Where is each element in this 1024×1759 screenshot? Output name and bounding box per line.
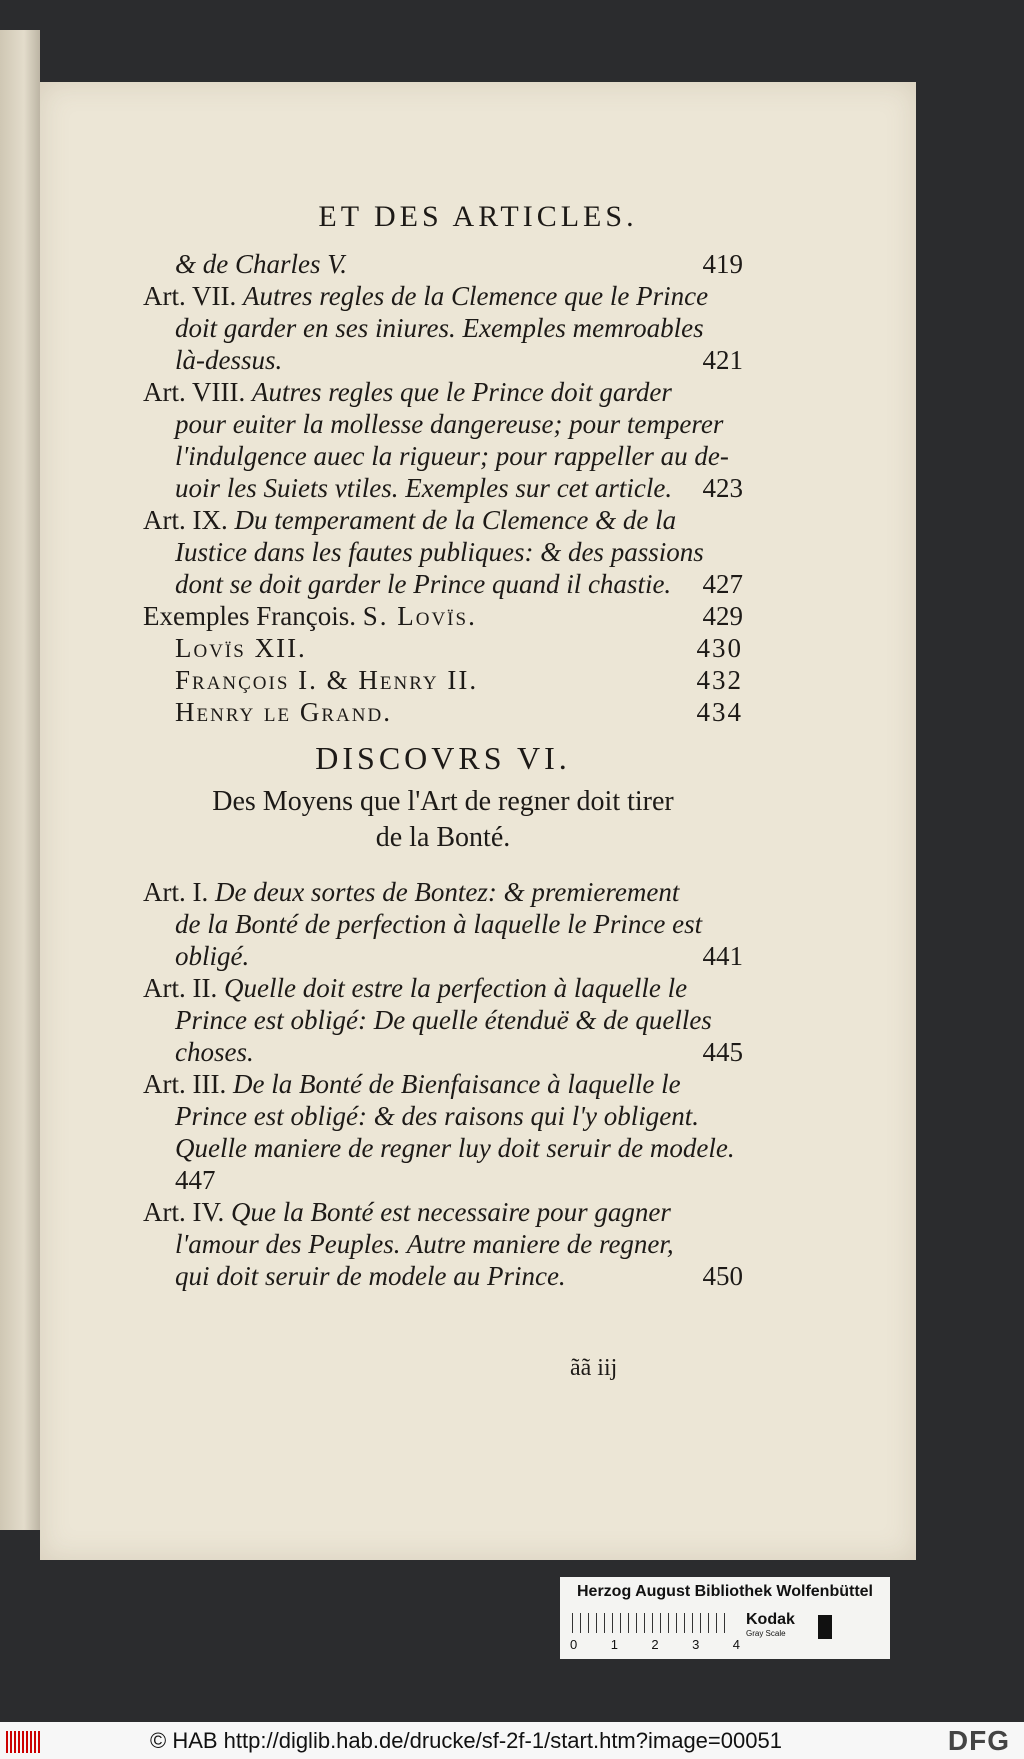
entry-line: qui doit seruir de modele au Prince. — [175, 1261, 566, 1291]
ruler-number: 1 — [610, 1637, 618, 1652]
running-head: ET DES ARTICLES. — [318, 200, 638, 233]
toc-entry-art-iv — [143, 1196, 743, 1292]
page-number: 430 — [696, 633, 743, 663]
entry-line: Autres regles que le Prince doit garder — [251, 377, 672, 407]
page-number: 432 — [696, 665, 743, 695]
page-number: 441 — [702, 941, 743, 971]
page-number: 423 — [702, 473, 743, 503]
toc-entry — [143, 248, 743, 280]
entry-line: Prince est obligé: & des raisons qui l'y obligent. — [175, 1101, 699, 1131]
gray-patch-icon — [818, 1615, 832, 1639]
article-label: Art. VII. — [143, 281, 237, 311]
entry-line: obligé. — [175, 941, 250, 971]
signature-mark: ãã iij — [570, 1355, 618, 1381]
discours-subtitle — [143, 784, 743, 856]
toc-entry-art-i — [143, 876, 743, 972]
ruler-numbers — [570, 1637, 740, 1652]
entry-line: dont se doit garder le Prince quand il chastie. — [175, 569, 672, 599]
article-label: Art. VIII. — [143, 377, 246, 407]
entry-line: Quelle maniere de regner luy doit seruir de modele. — [175, 1133, 735, 1163]
entry-line: l'amour des Peuples. Autre maniere de regner, — [175, 1229, 674, 1259]
page-number: 450 — [702, 1261, 743, 1291]
toc-entry-art-iii — [143, 1068, 743, 1196]
entry-line: uoir les Suiets vtiles. Exemples sur cet article. — [175, 473, 673, 503]
entry-line: Autres regles de la Clemence que le Prince — [242, 281, 709, 311]
entry-line: Prince est obligé: De quelle étenduë & de quelles — [175, 1005, 712, 1035]
example-item: Lovïs XII. — [175, 633, 307, 663]
article-label: Art. II. — [143, 973, 218, 1003]
color-scale-card — [560, 1577, 890, 1659]
page-number: 447 — [175, 1165, 216, 1195]
entry-line: de la Bonté de perfection à laquelle le Prince est — [175, 909, 703, 939]
examples-label: Exemples François. — [143, 601, 356, 631]
entry-line: Iustice dans les fautes publiques: & des passions — [175, 537, 704, 567]
discours-title: DISCOVRS VI. — [315, 740, 571, 776]
page-number: 427 — [702, 569, 743, 599]
entry-line: Quelle doit estre la perfection à laquelle le — [223, 973, 688, 1003]
kodak-brand: Kodak — [746, 1611, 795, 1628]
discours-subtitle-line: Des Moyens que l'Art de regner doit tirer — [212, 786, 674, 817]
article-label: Art. I. — [143, 877, 209, 907]
ruler-number: 2 — [651, 1637, 659, 1652]
entry-text: & de Charles V. — [175, 249, 348, 279]
dfg-logo: DFG — [947, 1725, 1010, 1756]
example-item: Henry le Grand. — [175, 697, 392, 727]
discours-subtitle-line: de la Bonté. — [375, 822, 511, 853]
entry-line: l'indulgence auec la rigueur; pour rappeller au de- — [175, 441, 729, 471]
table-of-contents — [143, 248, 743, 1292]
entry-line: De deux sortes de Bontez: & premierement — [214, 877, 680, 907]
kodak-subtitle: Gray Scale — [746, 1629, 786, 1638]
entry-line: doit garder en ses iniures. Exemples memroables — [175, 313, 704, 343]
toc-entry-art-ii — [143, 972, 743, 1068]
barcode-icon — [6, 1731, 42, 1753]
entry-line: Du temperament de la Clemence & de la — [234, 505, 677, 535]
ruler-number: 3 — [692, 1637, 700, 1652]
ruler-number: 4 — [732, 1637, 740, 1652]
toc-entry-art-vii — [143, 280, 743, 376]
library-name: Herzog August Bibliothek Wolfenbüttel — [577, 1583, 873, 1600]
book-page — [40, 82, 916, 1560]
copyright-url[interactable]: © HAB http://diglib.hab.de/drucke/sf-2f-1/start.htm?image=00051 — [150, 1728, 782, 1753]
entry-line: pour euiter la mollesse dangereuse; pour temperer — [175, 409, 724, 439]
page-number: 445 — [702, 1037, 743, 1067]
page-number: 429 — [702, 601, 743, 631]
page-number: 419 — [702, 249, 743, 279]
toc-entry-art-viii — [143, 376, 743, 504]
facing-page-edge — [0, 30, 40, 1530]
example-item: S. Lovïs. — [362, 601, 477, 631]
examples-section — [143, 600, 743, 728]
ruler-icon — [572, 1613, 732, 1633]
page-number: 434 — [696, 697, 743, 727]
page-number: 421 — [702, 345, 743, 375]
ruler-number: 0 — [570, 1637, 578, 1652]
footer-bar — [0, 1722, 1024, 1759]
entry-line: De la Bonté de Bienfaisance à laquelle le — [232, 1069, 681, 1099]
entry-line: choses. — [175, 1037, 254, 1067]
entry-line: là-dessus. — [175, 345, 283, 375]
entry-line: Que la Bonté est necessaire pour gagner — [231, 1197, 671, 1227]
article-label: Art. IV. — [143, 1197, 225, 1227]
toc-entry-art-ix — [143, 504, 743, 600]
article-label: Art. IX. — [143, 505, 228, 535]
article-label: Art. III. — [143, 1069, 227, 1099]
example-item: François I. & Henry II. — [175, 665, 479, 695]
